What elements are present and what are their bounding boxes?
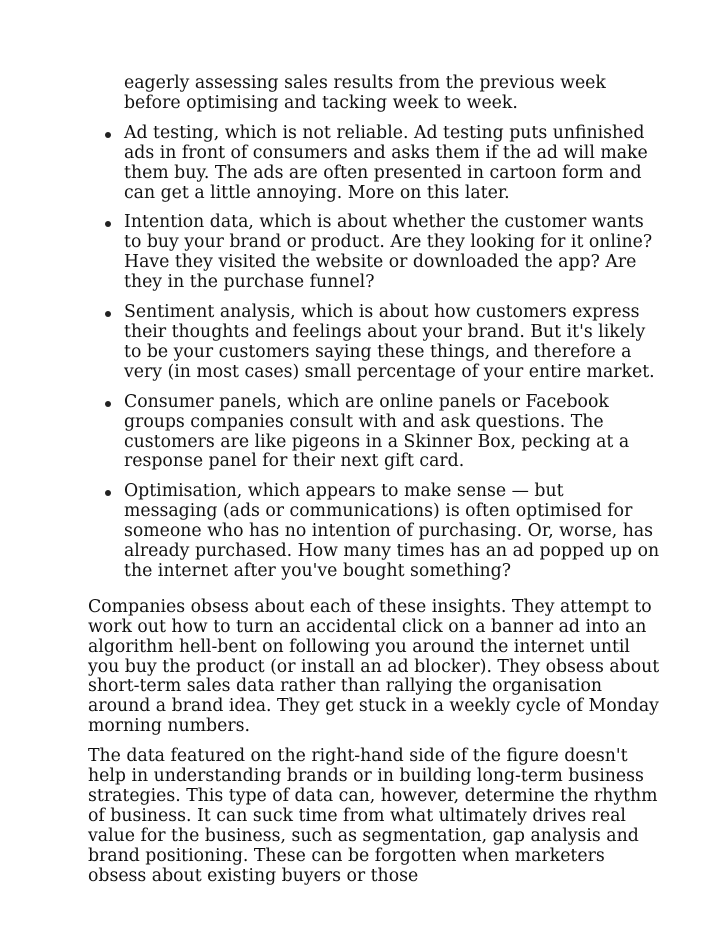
bullet-item <box>88 213 660 293</box>
bullet-icon <box>105 311 111 317</box>
body-paragraph: Companies obsess about each of these insights. They attempt to work out how to turn an accidental click on a banner ad into an algorithm hell-bent on following you around the internet until you buy the product (or install an ad blocker). They obsess about short-term sales data rather than rallying the organisation around a brand idea. They get stuck in a weekly cycle of Monday morning numbers. <box>88 596 660 737</box>
bullet-item <box>88 393 660 473</box>
bullet-item <box>88 124 660 204</box>
bullet-item <box>88 482 660 582</box>
bullet-text: Intention data, which is about whether the customer wants to buy your brand or product. Are they looking for it online? Have they visited the website or downloaded the app? Are they in the purchase funnel? <box>124 212 653 293</box>
bullet-text: Consumer panels, which are online panels or Facebook groups companies consult with and ask questions. The customers are like pigeons in a Skinner Box, pecking at a response panel for their next gift card. <box>124 391 630 472</box>
body-paragraph: The data featured on the right-hand side of the figure doesn't help in understanding brands or in building long-term business strategies. This type of data can, however, determine the rhythm of business. It can suck time from what ultimately drives real value for the business, such as segmentation, gap analysis and brand positioning. These can be forgotten when marketers obsess about existing buyers or those <box>88 746 658 886</box>
bullet-text: Ad testing, which is not reliable. Ad testing puts unfinished ads in front of consumers and asks them if the ad will make them buy. The ads are often presented in cartoon form and can get a little annoying. More on this later. <box>124 122 648 203</box>
bullet-icon <box>105 132 111 138</box>
continued-bullet-text: eagerly assessing sales results from the previous week before optimising and tacking week to week. <box>124 73 606 113</box>
bullet-item <box>88 303 660 383</box>
document-page <box>88 74 660 887</box>
bullet-text: Optimisation, which appears to make sense — but messaging (ads or communications) is often optimised for someone who has no intention of purchasing. Or, worse, has already purchased. How many times has an ad popped up on the internet after you've bought something? <box>124 481 660 581</box>
bullet-icon <box>105 490 111 496</box>
bullet-text: Sentiment analysis, which is about how customers express their thoughts and feelings about your brand. But it's likely to be your customers saying these things, and therefore a very (in most cases) small percentage of your entire market. <box>124 302 655 382</box>
bullet-icon <box>105 221 111 227</box>
bullet-list <box>88 124 660 582</box>
bullet-icon <box>105 401 111 407</box>
